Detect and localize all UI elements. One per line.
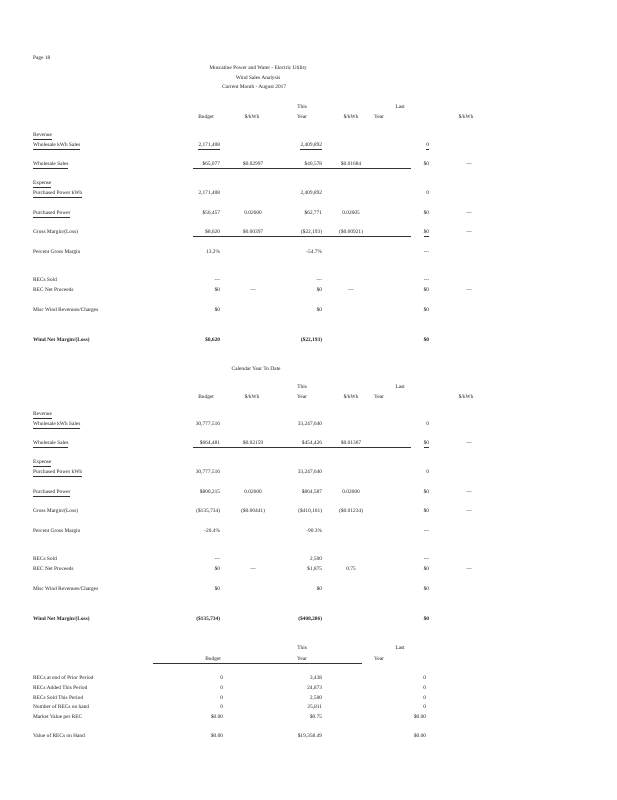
header-this-year: Year bbox=[297, 394, 307, 400]
recs-header-this: This bbox=[297, 645, 307, 651]
budget-value: 2,171,408 bbox=[198, 190, 220, 196]
budget-value: $8,620 bbox=[205, 337, 220, 343]
header-budget-per-kwh: $/kWh bbox=[244, 114, 260, 120]
this-year-value: $62,771 bbox=[304, 210, 322, 216]
revenue-heading: Revenue bbox=[33, 132, 52, 138]
last-per-kwh: --- bbox=[466, 440, 472, 446]
row-label: RECs Sold bbox=[33, 277, 57, 283]
last-year-value: $0 bbox=[423, 161, 429, 167]
last-year-value: $0 bbox=[423, 307, 429, 313]
this-year-value: ($408,286) bbox=[298, 616, 322, 622]
last-per-kwh: --- bbox=[466, 161, 472, 167]
page-number: Page 18 bbox=[33, 55, 51, 61]
last-year-value: 0 bbox=[426, 421, 429, 427]
this-per-kwh: $0.01684 bbox=[291, 162, 411, 169]
rec-last-year: 0 bbox=[423, 704, 426, 710]
last-per-kwh: --- bbox=[466, 229, 472, 235]
header-budget-per-kwh: $/kWh bbox=[244, 394, 260, 400]
budget-per-kwh: $0.02997 bbox=[193, 162, 313, 169]
rec-last-year: $0.00 bbox=[413, 714, 426, 720]
last-per-kwh: --- bbox=[466, 566, 472, 572]
budget-per-kwh: ($0.00441) bbox=[241, 508, 265, 514]
this-year-value: -54.7% bbox=[306, 249, 322, 255]
budget-value: 13.2% bbox=[206, 249, 220, 255]
row-label: Wholesale kWh Sales bbox=[33, 421, 81, 427]
expense-heading: Expense bbox=[33, 180, 52, 186]
recs-header-last-year: Year bbox=[374, 656, 384, 662]
this-year-value: ($410,161) bbox=[298, 508, 322, 514]
rec-this-year: 25,811 bbox=[307, 704, 322, 710]
title-line-2: Wind Sales Analysis bbox=[235, 75, 281, 81]
title-line-3: Current Month - August 2017 bbox=[221, 84, 287, 90]
rec-this-year: 3,438 bbox=[309, 675, 322, 681]
budget-per-kwh: 0.02600 bbox=[244, 489, 262, 495]
header-this-per-kwh: $/kWh bbox=[343, 114, 359, 120]
row-label: Misc Wind Revenues/Charges bbox=[33, 307, 99, 313]
last-year-value: --- bbox=[423, 277, 429, 283]
recs-header-this-year: Year bbox=[242, 657, 362, 664]
last-year-value: 0 bbox=[426, 190, 429, 196]
row-label: Gross Margin/(Loss) bbox=[33, 508, 78, 514]
row-label: Gross Margin/(Loss) bbox=[33, 229, 78, 235]
last-year-value: $0 bbox=[423, 566, 429, 572]
last-per-kwh: --- bbox=[466, 508, 472, 514]
this-year-value: 2,409,892 bbox=[300, 190, 322, 196]
budget-per-kwh: 0.02600 bbox=[244, 210, 262, 216]
budget-per-kwh: --- bbox=[250, 566, 256, 572]
rec-label: RECs Added This Period bbox=[33, 685, 88, 691]
budget-value: $0 bbox=[214, 566, 220, 572]
title-line-1: Muscatine Power and Water - Electric Utility bbox=[209, 65, 307, 71]
revenue-heading: Revenue bbox=[33, 411, 52, 417]
row-label: Wind Net Margin/(Loss) bbox=[33, 616, 90, 622]
budget-value: ($135,734) bbox=[196, 508, 220, 514]
last-year-value: $0 bbox=[423, 229, 429, 235]
last-per-kwh: --- bbox=[466, 489, 472, 495]
rec-label: RECs Sold This Period bbox=[33, 695, 84, 701]
budget-value: $65,077 bbox=[202, 161, 220, 167]
row-label: Purchased Power kWh bbox=[33, 190, 83, 196]
rec-last-year: $0.00 bbox=[413, 733, 426, 739]
this-year-value: $864,587 bbox=[301, 489, 322, 495]
row-label: REC Net Proceeds bbox=[33, 287, 74, 293]
last-year-value: --- bbox=[423, 528, 429, 534]
row-label: Misc Wind Revenues/Charges bbox=[33, 586, 99, 592]
row-label: Purchased Power bbox=[33, 489, 71, 495]
row-label: Wholesale kWh Sales bbox=[33, 142, 81, 148]
this-per-kwh: --- bbox=[348, 287, 354, 293]
this-year-value: -90.3% bbox=[306, 528, 322, 534]
rec-this-year: 24,873 bbox=[307, 685, 322, 691]
ytd-title: Calendar Year To Date bbox=[231, 366, 281, 372]
last-year-value: $0 bbox=[423, 586, 429, 592]
header-this: This bbox=[297, 104, 307, 110]
rec-label: Number of RECs on hand bbox=[33, 704, 89, 710]
this-year-value: 2,409,892 bbox=[300, 142, 322, 148]
this-per-kwh: 0.02600 bbox=[342, 489, 360, 495]
last-year-value: $0 bbox=[423, 337, 429, 343]
this-year-value: $0 bbox=[316, 307, 322, 313]
row-label: REC Net Proceeds bbox=[33, 566, 74, 572]
recs-header-budget: Budget bbox=[153, 657, 273, 664]
this-year-value: ($22,193) bbox=[300, 229, 322, 235]
header-last: Last bbox=[395, 104, 405, 110]
budget-value: 30,777,516 bbox=[195, 421, 220, 427]
this-year-value: --- bbox=[316, 277, 322, 283]
this-year-value: 2,500 bbox=[309, 556, 322, 562]
this-year-value: $0 bbox=[316, 287, 322, 293]
rec-label: Market Value per REC bbox=[33, 714, 83, 720]
header-this-year: Year bbox=[297, 114, 307, 120]
rec-budget: $0.00 bbox=[210, 733, 223, 739]
this-year-value: $454,426 bbox=[301, 440, 322, 446]
last-year-value: $0 bbox=[423, 440, 429, 446]
last-year-value: $0 bbox=[423, 287, 429, 293]
budget-value: 2,171,408 bbox=[198, 142, 220, 148]
this-year-value: 33,247,640 bbox=[297, 469, 322, 475]
header-this-per-kwh: $/kWh bbox=[343, 394, 359, 400]
budget-value: ($135,734) bbox=[196, 616, 220, 622]
rec-this-year: 2,500 bbox=[309, 695, 322, 701]
header-last-year: Year bbox=[374, 394, 384, 400]
budget-value: -20.4% bbox=[204, 528, 220, 534]
last-year-value: $0 bbox=[423, 616, 429, 622]
budget-value: $0 bbox=[214, 287, 220, 293]
this-year-value: ($22,193) bbox=[300, 337, 322, 343]
row-label: Wholesale Sales bbox=[33, 440, 69, 446]
this-per-kwh: ($0.00921) bbox=[291, 230, 411, 237]
budget-value: 30,777,516 bbox=[195, 469, 220, 475]
row-label: Wind Net Margin/(Loss) bbox=[33, 337, 90, 343]
last-year-value: --- bbox=[423, 249, 429, 255]
row-label: Purchased Power bbox=[33, 210, 71, 216]
row-label: Percent Gross Margin bbox=[33, 249, 81, 255]
last-year-value: 0 bbox=[426, 142, 429, 148]
row-label: Purchased Power kWh bbox=[33, 469, 83, 475]
row-label: Percent Gross Margin bbox=[33, 528, 81, 534]
last-per-kwh: --- bbox=[466, 210, 472, 216]
rec-budget: $0.00 bbox=[210, 714, 223, 720]
rec-budget: 0 bbox=[220, 695, 223, 701]
this-per-kwh: 0.75 bbox=[346, 566, 356, 572]
budget-value: $0 bbox=[214, 307, 220, 313]
this-year-value: $40,578 bbox=[304, 161, 322, 167]
this-per-kwh: 0.02605 bbox=[342, 210, 360, 216]
last-year-value: 0 bbox=[426, 469, 429, 475]
budget-per-kwh: $0.00397 bbox=[193, 230, 313, 237]
rec-last-year: 0 bbox=[423, 685, 426, 691]
recs-header-last: Last bbox=[395, 645, 405, 651]
expense-heading: Expense bbox=[33, 459, 52, 465]
last-year-value: --- bbox=[423, 556, 429, 562]
this-year-value: $1,875 bbox=[307, 566, 322, 572]
budget-value: $800,215 bbox=[199, 489, 220, 495]
row-label: Wholesale Sales bbox=[33, 161, 69, 167]
rec-this-year: $19,358.49 bbox=[297, 733, 322, 739]
budget-value: --- bbox=[214, 277, 220, 283]
last-per-kwh: --- bbox=[466, 287, 472, 293]
budget-value: $56,457 bbox=[202, 210, 220, 216]
last-year-value: $0 bbox=[423, 508, 429, 514]
budget-value: $8,620 bbox=[205, 229, 220, 235]
budget-value: $0 bbox=[214, 586, 220, 592]
rec-budget: 0 bbox=[220, 675, 223, 681]
budget-per-kwh: $0.02159 bbox=[193, 441, 313, 448]
header-this: This bbox=[297, 384, 307, 390]
header-last-per-kwh: $/kWh bbox=[458, 394, 474, 400]
last-year-value: $0 bbox=[423, 489, 429, 495]
this-year-value: 33,247,640 bbox=[297, 421, 322, 427]
budget-value: $664,481 bbox=[199, 440, 220, 446]
header-budget: Budget bbox=[198, 114, 214, 120]
row-label: RECs Sold bbox=[33, 556, 57, 562]
header-last: Last bbox=[395, 384, 405, 390]
rec-last-year: 0 bbox=[423, 695, 426, 701]
rec-label: RECs at end of Prior Period bbox=[33, 675, 94, 681]
budget-value: --- bbox=[214, 556, 220, 562]
rec-last-year: 0 bbox=[423, 675, 426, 681]
this-per-kwh: ($0.01234) bbox=[339, 508, 363, 514]
this-per-kwh: $0.01367 bbox=[291, 441, 411, 448]
budget-per-kwh: --- bbox=[250, 287, 256, 293]
header-last-year: Year bbox=[374, 114, 384, 120]
header-last-per-kwh: $/kWh bbox=[458, 114, 474, 120]
rec-this-year: $0.75 bbox=[309, 714, 322, 720]
rec-label: Value of RECs on Hand bbox=[33, 733, 85, 739]
this-year-value: $0 bbox=[316, 586, 322, 592]
last-year-value: $0 bbox=[423, 210, 429, 216]
rec-budget: 0 bbox=[220, 704, 223, 710]
header-budget: Budget bbox=[198, 394, 214, 400]
rec-budget: 0 bbox=[220, 685, 223, 691]
